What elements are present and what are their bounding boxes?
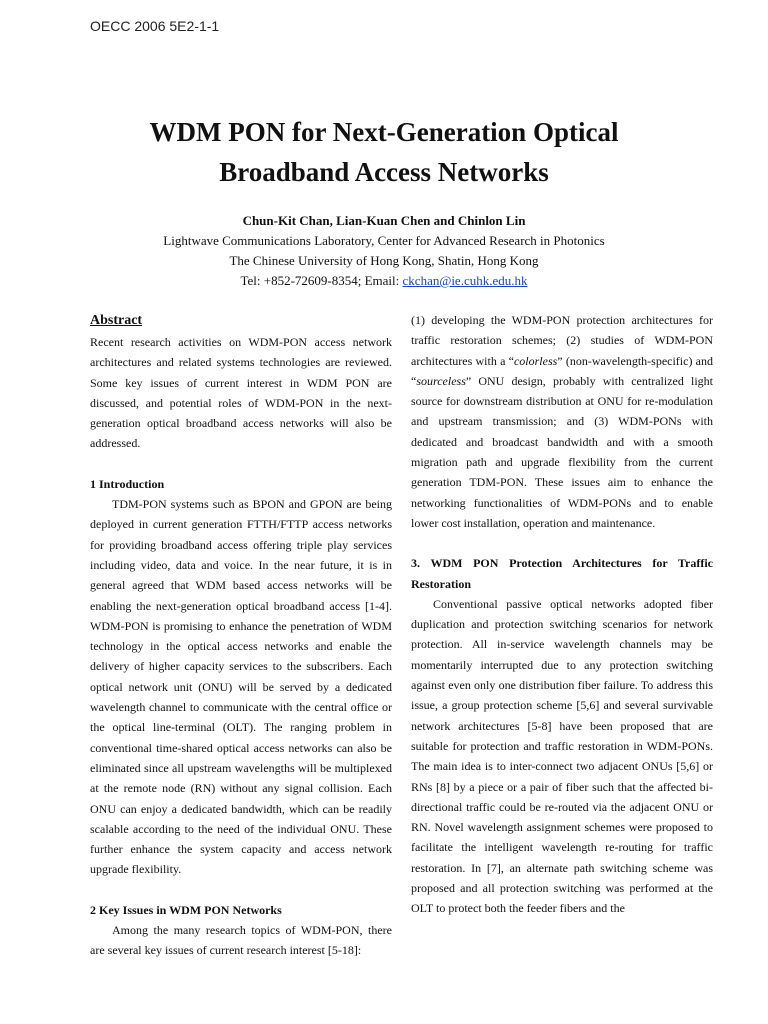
section-1-text: TDM-PON systems such as BPON and GPON are being deployed in current generation FTTH/FTTP access networks for providing broadband access offering triple play services including video, data and voice. In the near future, it is in general agreed that WDM based access networks will be enabling the next-generation optical broadband access [1-4]. WDM-PON is promising to enhance the penetration of WDM technology in the optical access networks and enable the delivery of higher capacity services to the subscribers. Each optical network unit (ONU) will be served by a dedicated wavelength channel to communicate with the central office or the optical line-terminal (OLT). The ranging problem in conventional time-shared optical access networks can also be eliminated since all upstream wavelengths will be multiplexed at the remote node (RN) without any signal collision. Each ONU can enjoy a dedicated bandwidth, which can be readily scalable according to the need of the individual ONU. These further enhance the system capacity and access network upgrade flexibility. bbox=[90, 497, 392, 877]
email-link[interactable]: ckchan@ie.cuhk.edu.hk bbox=[402, 273, 528, 288]
paper-title bbox=[60, 112, 708, 192]
conference-code: OECC 2006 5E2-1-1 bbox=[90, 18, 220, 34]
section-3-text: Conventional passive optical networks adopted fiber duplication and protection switching scenarios for network protection. All in-service wavelength channels may be momentarily interrupted due to any protection switching against even only one distribution fiber failure. To address this issue, a group protection scheme [5,6] and several survivable network architectures [5-8] have been proposed that are suitable for protection and traffic restoration in WDM-PONs. The main idea is to inter-connect two adjacent ONUs [5,6] or RNs [8] by a piece or a pair of fiber such that the affected bi-directional traffic could be re-routed via the adjacent ONU or RN. Novel wavelength assignment schemes were proposed to facilitate the intelligent wavelength re-routing for traffic restoration. In [7], an alternate path switching scheme was proposed and all protection switching was performed at the OLT to protect both the feeder fibers and the bbox=[411, 596, 713, 916]
section-3-heading: 3. WDM PON Protection Architectures for Traffic Restoration bbox=[411, 556, 713, 591]
affiliation-lab: Lightwave Communications Laboratory, Center for Advanced Research in Photonics bbox=[163, 233, 605, 248]
section-1-heading: 1 Introduction bbox=[90, 476, 165, 491]
affiliation-university: The Chinese University of Hong Kong, Shatin, Hong Kong bbox=[229, 253, 539, 268]
colorless-term: colorless bbox=[513, 353, 558, 368]
left-column bbox=[90, 310, 392, 961]
section-2-heading: 2 Key Issues in WDM PON Networks bbox=[90, 902, 282, 917]
title-line-1: WDM PON for Next-Generation Optical bbox=[149, 117, 619, 147]
sourceless-term: sourceless bbox=[416, 373, 466, 388]
abstract-text: Recent research activities on WDM-PON access network architectures and related systems technologies are reviewed. Some key issues of current interest in WDM PON are discussed, and potential roles of WDM-PON in the next-generation optical broadband access networks will also be addressed. bbox=[90, 335, 392, 451]
author-names: Chun-Kit Chan, Lian-Kuan Chen and Chinlon Lin bbox=[242, 213, 526, 228]
continuation-part-c: ” ONU design, probably with centralized light source for downstream distribution at ONU for re-modulation and upstream transmission; and (3) WDM-PONs with dedicated and broadcast bandwidth and with a smooth migration path and upgrade flexibility from the current generation TDM-PON. These issues aim to enhance the networking functionalities of WDM-PONs and to enable lower cost installation, operation and maintenance. bbox=[411, 373, 713, 530]
continuation-part-a: (1) developing the WDM-PON protection architectures for traffic restoration schemes; (2) studies of WDM-PON architectures with a “ bbox=[411, 313, 713, 368]
section-2-continuation bbox=[411, 310, 713, 533]
contact-line bbox=[60, 271, 708, 291]
right-column bbox=[411, 310, 713, 919]
author-block bbox=[60, 211, 708, 291]
section-2-text: Among the many research topics of WDM-PON, there are several key issues of current research interest [5-18]: bbox=[90, 923, 392, 958]
contact-phone: Tel: +852-72609-8354; Email: bbox=[240, 273, 403, 288]
abstract-heading: Abstract bbox=[90, 313, 143, 328]
continuation-part-b: ” (non-wavelength-specific) and “ bbox=[411, 353, 714, 388]
title-line-2: Broadband Access Networks bbox=[219, 157, 549, 187]
